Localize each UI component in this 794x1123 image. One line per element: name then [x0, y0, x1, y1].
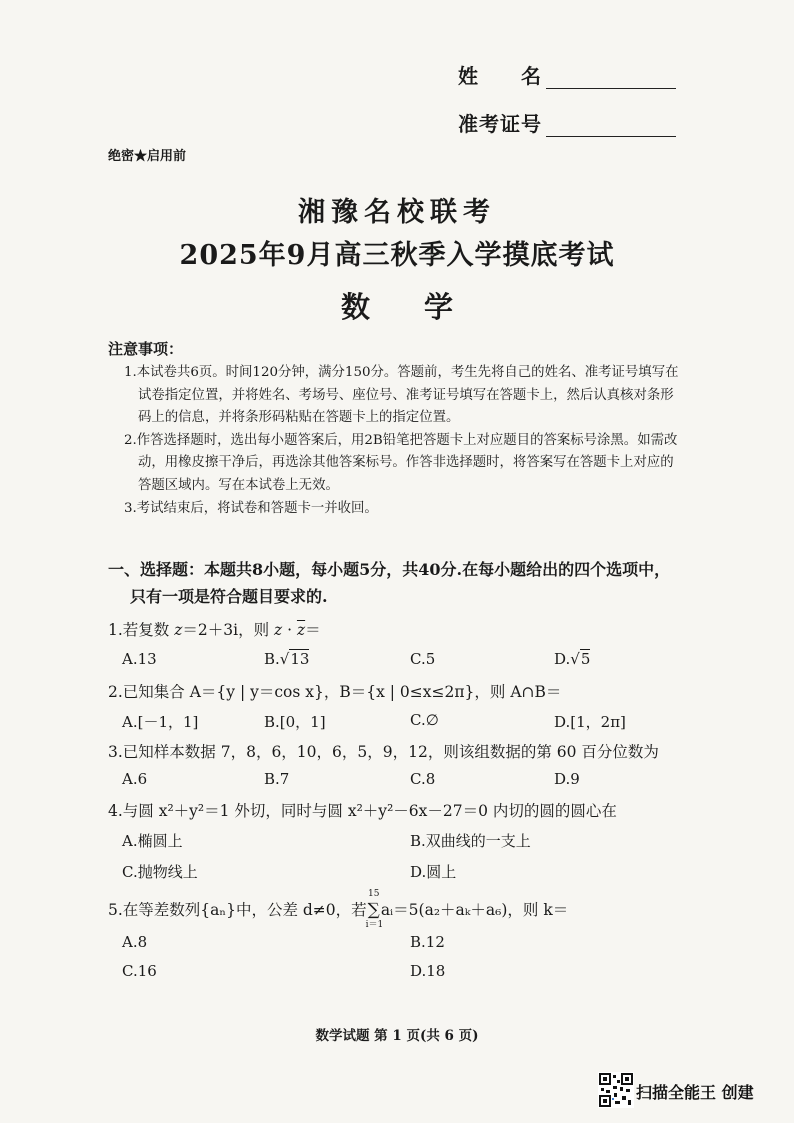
section-title	[108, 556, 698, 610]
note-item: 3.考试结束后，将试卷和答题卡一并收回。	[124, 500, 378, 516]
note-item: 2.作答选择题时，选出每小题答案后，用2B铅笔把答题卡上对应题目的答案标号涂黑。如需改动，用橡皮擦干净后，再选涂其他答案标号。作答非选择题时，将答案写在答题卡上对应的答题区域内。写在本试卷上无效。	[124, 432, 678, 493]
exam-name-title: 2025年9月高三秋季入学摸底考试	[179, 240, 615, 271]
q1-option-a: A.13	[122, 650, 157, 668]
q1-option-d-radicand: 5	[580, 650, 591, 668]
note-item: 1.本试卷共6页。时间120分钟，满分150分。答题前，考生先将自己的姓名、准考证号填写在试卷指定位置，并将姓名、考场号、座位号、准考证号填写在答题卡上，然后认真核对条形码上的信息，并将条形码粘贴在答题卡上的指定位置。	[124, 365, 679, 426]
q1-dot: ·	[282, 621, 297, 639]
q1-prefix: 1.若复数	[108, 621, 175, 639]
q1-option-d-label: D.	[554, 650, 571, 668]
q3-option-a: A.6	[122, 770, 148, 788]
q1-option-b: B.√13	[264, 650, 310, 668]
q1-equals: ＝	[305, 621, 321, 639]
notes-list	[108, 362, 684, 520]
q4-option-a: A.椭圆上	[122, 832, 183, 850]
q1-option-d: D.√5	[554, 650, 591, 668]
q3-option-b: B.7	[264, 770, 290, 788]
q1-option-c: C.5	[410, 650, 436, 668]
q1-var-z: z	[274, 621, 283, 639]
name-field	[458, 60, 676, 89]
section-title-line2: 只有一项是符合题目要求的.	[130, 587, 328, 606]
q5-option-b: B.12	[410, 933, 445, 951]
q5-summation	[365, 889, 384, 930]
q2-option-c: C.∅	[410, 711, 439, 729]
q2-option-b: B.[0，1]	[264, 713, 326, 731]
question-2-stem: 2.已知集合 A＝{y | y＝cos x}，B＝{x | 0≤x≤2π}，则 A∩B＝	[108, 683, 562, 701]
secret-label: 绝密★启用前	[108, 149, 187, 164]
q2-option-a: A.[－1，1]	[122, 713, 199, 731]
ticket-number-label: 准考证号	[458, 112, 542, 136]
q1-conjugate-z: $\overline{z}$	[296, 621, 306, 639]
q5-option-a: A.8	[122, 933, 148, 951]
q1-option-b-label: B.	[264, 650, 280, 668]
question-5-stem	[108, 889, 569, 930]
question-4-stem: 4.与圆 x²＋y²＝1 外切，同时与圆 x²＋y²－6x－27＝0 内切的圆的圆心在	[108, 802, 617, 820]
q5-option-c: C.16	[122, 962, 157, 980]
q1-option-b-radicand: 13	[290, 650, 310, 668]
subject-title: 数 学	[340, 290, 476, 324]
q3-option-c: C.8	[410, 770, 436, 788]
q4-option-c: C.抛物线上	[122, 863, 198, 881]
q5-sum-symbol: ∑	[367, 900, 380, 920]
q2-option-d: D.[1，2π]	[554, 713, 626, 731]
section-title-line1: 一、选择题：本题共8小题，每小题5分，共40分.在每小题给出的四个选项中，	[108, 560, 671, 579]
q5-prefix: 5.在等差数列{aₙ}中，公差 d≠0，若	[108, 901, 367, 919]
ticket-number-blank-line	[546, 114, 676, 137]
q1-equation: ＝2＋3i，则	[182, 621, 274, 639]
scanner-watermark: 扫描全能王 创建	[636, 1083, 754, 1102]
name-label: 姓 名	[458, 64, 542, 88]
q1-var-z: z	[174, 621, 183, 639]
name-blank-line	[546, 66, 676, 89]
qr-code-icon	[598, 1072, 634, 1108]
q4-option-b: B.双曲线的一支上	[410, 832, 531, 850]
q3-option-d: D.9	[554, 770, 580, 788]
exam-organizer-title: 湘豫名校联考	[298, 197, 496, 228]
q5-sum-lower: i＝1	[365, 920, 384, 930]
q5-suffix: aᵢ＝5(a₂＋aₖ＋a₆)，则 k＝	[380, 901, 569, 919]
q4-option-d: D.圆上	[410, 863, 457, 881]
q5-sum-upper: 15	[368, 889, 380, 899]
question-3-stem: 3.已知样本数据 7，8，6，10，6，5，9，12，则该组数据的第 60 百分位数为	[108, 743, 659, 761]
page-footer: 数学试题 第 1 页(共 6 页)	[315, 1028, 479, 1044]
ticket-number-field	[458, 108, 676, 137]
question-1-stem	[108, 618, 321, 640]
notes-heading: 注意事项：	[108, 340, 184, 358]
q5-option-d: D.18	[410, 962, 446, 980]
